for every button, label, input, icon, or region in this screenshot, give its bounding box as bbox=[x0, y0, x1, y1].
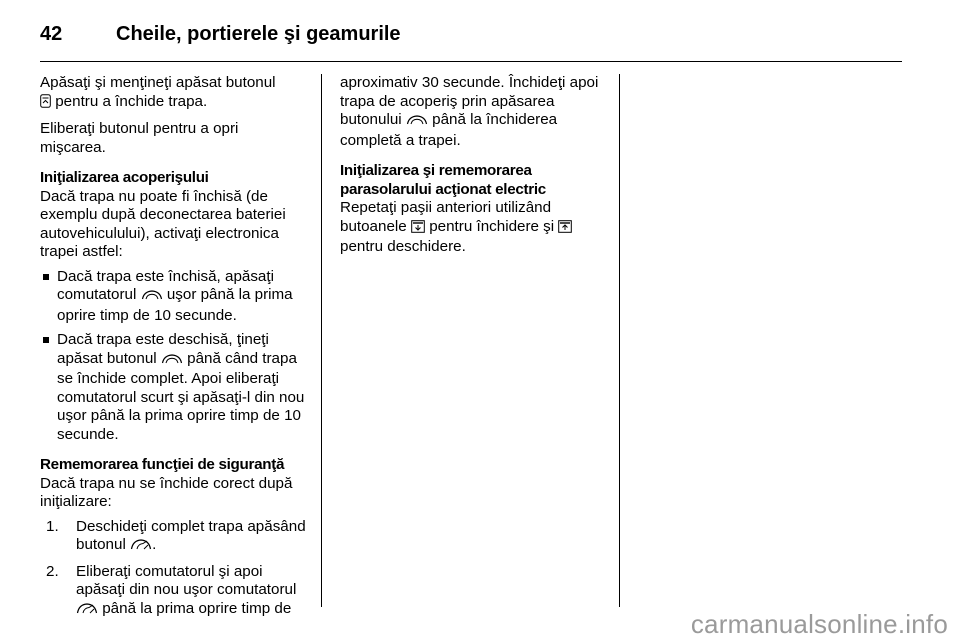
paragraph: Dacă trapa nu se închide corect după iniţializare: bbox=[40, 474, 293, 510]
text: pentru a închide trapa. bbox=[55, 92, 208, 110]
paragraph bbox=[40, 74, 308, 113]
roof-close-icon bbox=[40, 94, 51, 114]
column-1 bbox=[40, 74, 308, 620]
bullet-marker bbox=[43, 337, 49, 343]
page-number: 42 bbox=[40, 22, 63, 45]
column-divider bbox=[321, 74, 322, 607]
list-item bbox=[40, 563, 308, 621]
section-heading: Iniţializarea acoperişului bbox=[40, 169, 209, 186]
text: Dacă trapa este deschisă, ţineţi apăsat butonul bbox=[57, 331, 269, 367]
section-heading: Iniţializarea şi rememorarea parasolarului acţionat electric bbox=[340, 162, 546, 198]
list-item bbox=[40, 268, 308, 326]
list-item bbox=[40, 331, 308, 444]
paragraph: Dacă trapa nu poate fi închisă (de exemplu după deconectarea bateriei autovehiculului), activaţi electronica trapei astfel: bbox=[40, 187, 286, 260]
roof-switch-icon bbox=[141, 288, 163, 307]
column-divider bbox=[619, 74, 620, 607]
text: Eliberaţi comutatorul şi apoi apăsaţi din nou uşor comutatorul bbox=[76, 562, 297, 598]
text: Apăsaţi şi menţineţi apăsat butonul bbox=[40, 74, 276, 91]
list-item bbox=[40, 518, 308, 557]
watermark: carmanualsonline.info bbox=[690, 609, 948, 639]
text: Deschideţi complet trapa apăsând butonul bbox=[76, 517, 306, 553]
roof-open-icon bbox=[76, 601, 98, 621]
text: până la închiderea completă a trapei. bbox=[340, 111, 558, 149]
sunshade-open-icon bbox=[558, 220, 572, 239]
chapter-title: Cheile, portierele şi geamurile bbox=[116, 22, 401, 45]
paragraph bbox=[340, 199, 608, 257]
list-number: 1. bbox=[46, 517, 59, 535]
text: pentru deschidere. bbox=[340, 238, 466, 255]
text: pentru închidere şi bbox=[429, 217, 555, 235]
text: până când trapa se închide complet. Apoi eliberaţi comutatorul scurt şi apăsaţi-l din nou uşor până la prima oprire timp de 10 secunde. bbox=[57, 349, 305, 443]
paragraph: Eliberaţi butonul pentru a opri mişcarea. bbox=[40, 120, 239, 156]
text: aproximativ 30 secunde. Închideţi apoi trapa de acoperiş prin apăsarea butonului bbox=[340, 74, 599, 128]
text: Repetaţi paşii anteriori utilizând butoanele bbox=[340, 199, 552, 235]
page-header bbox=[40, 14, 900, 54]
text: Dacă trapa este închisă, apăsaţi comutatorul bbox=[57, 267, 274, 303]
roof-switch-icon bbox=[406, 113, 428, 132]
text: uşor până la prima oprire timp de 10 secunde. bbox=[57, 286, 293, 324]
header-rule bbox=[40, 61, 902, 62]
paragraph bbox=[340, 74, 608, 150]
text: . bbox=[152, 536, 157, 553]
roof-open-icon bbox=[130, 537, 152, 557]
sunshade-close-icon bbox=[411, 220, 425, 239]
list-number: 2. bbox=[46, 562, 59, 580]
bullet-marker bbox=[43, 274, 49, 280]
column-2 bbox=[340, 74, 608, 257]
section-heading: Rememorarea funcţiei de siguranţă bbox=[40, 456, 285, 473]
roof-switch-icon bbox=[161, 352, 183, 371]
text: până la prima oprire timp de bbox=[102, 599, 292, 617]
